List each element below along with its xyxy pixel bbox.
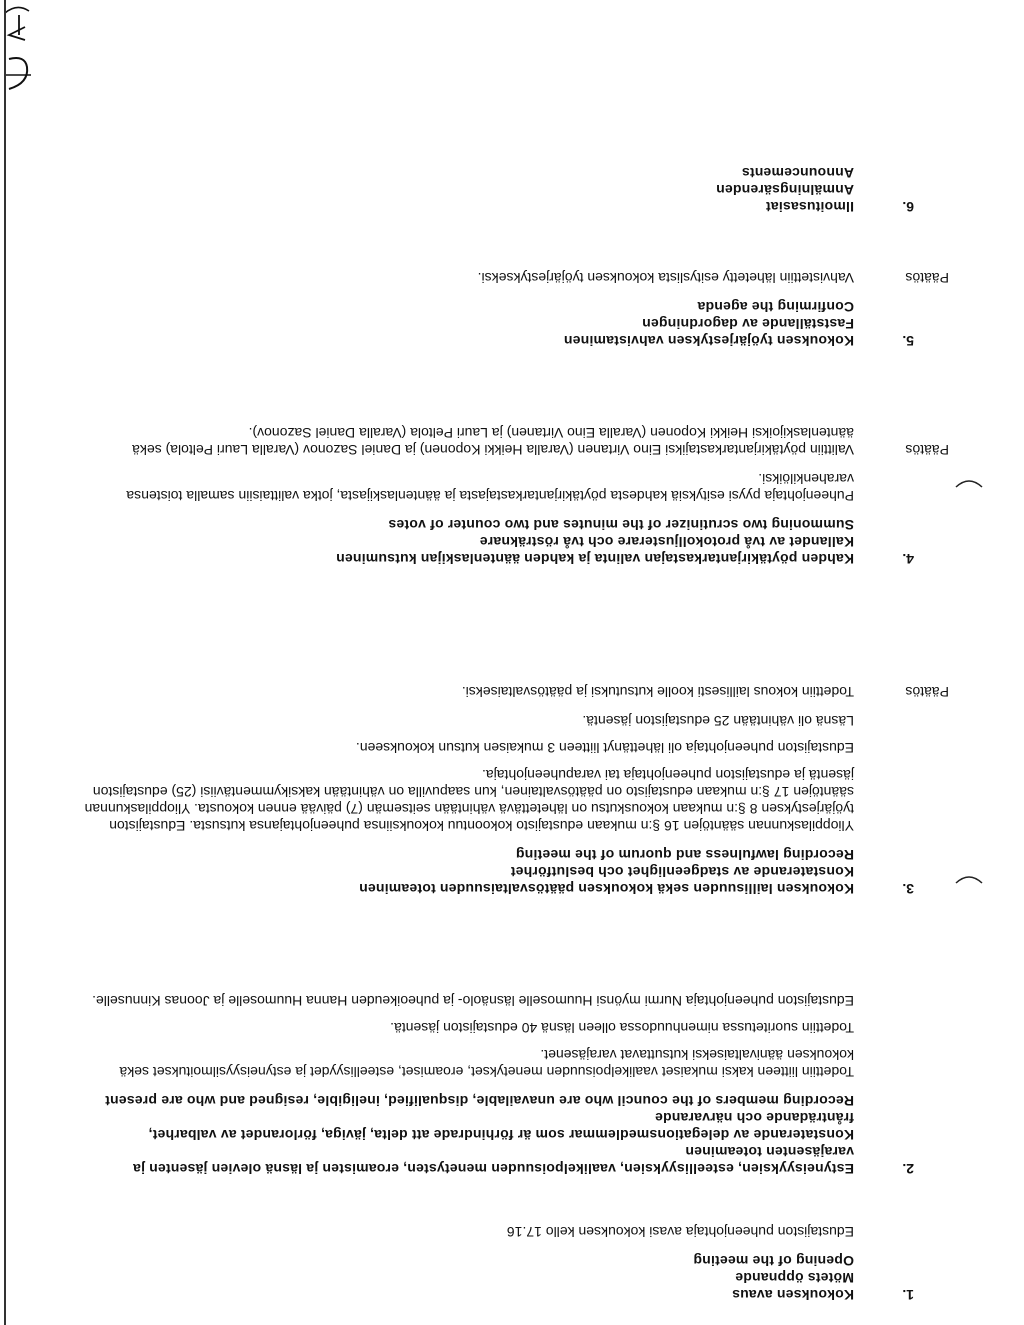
decision-label: Päätös — [905, 442, 949, 458]
section-paragraph: Ylioppilaskunnan sääntöjen 16 §:n mukaan edustajisto kokoontuu kokouksiinsa puheenjohtajansa kutsusta. Edustajiston työjärjestyksen 8 §:n mukaan kokouskutsu on lähetettävä vähintään seitsemän (7) päivää ennen kokousta. Ylioppilaskunnan sääntöjen 17 §:n mukaan edustajisto on päätösvaltainen, kun saapuvilla on vähintään kaksikymmentäviisi (25) edustajiston jäsentä ja edustajiston puheenjohtaja tai varapuheenjohtaja. — [84, 767, 854, 834]
section-title-sv: Kallandet av två protokolljusterare och två rösträknare — [479, 534, 854, 550]
section-title-sv: Anmälningsärenden — [716, 182, 854, 198]
binding-edge-line — [4, 0, 6, 1325]
decision-text: Valittiin pöytäkirjantarkastajiksi Eino Virtanen (Varalla Heikki Koponen) ja Daniel Sazonov (Varalla Lauri Peltola) sekä ääntenlaskijoiksi Heikki Koponen (Varalla Eino Virtanen) ja Lauri Peltola (Varalla Daniel Sazonov). — [132, 425, 854, 458]
section-title-fi: Kokouksen avaus — [731, 1287, 854, 1303]
section-body — [84, 269, 949, 349]
decision-row — [84, 424, 949, 458]
section-title-en: Summoning two scrutinizer of the minutes and two counter of votes — [388, 517, 854, 533]
section-paragraph: Puheenjohtaja pyysi esityksiä kahdesta pöytäkirjantarkastajasta ja ääntenlaskijasta, jotka valittaisiin samalla toistensa varahenkilöiksi. — [126, 471, 854, 504]
section-paragraph: Todettiin liitteen kaksi mukaiset vaalikelpoisuuden menetykset, eroamiset, esteellisyydet ja estyneisyysilmoitukset sekä kokouksen äänivaltaiseksi kutsuttavat varajäsenet. — [119, 1047, 854, 1080]
section-body — [84, 164, 854, 215]
section-title-fi: Kokouksen laillisuuden sekä kokouksen päätösvaltaisuuden toteaminen — [359, 881, 854, 897]
section-paragraph: Läsnä oli vähintään 25 edustajiston jäsentä. — [582, 713, 854, 729]
decision-row — [84, 683, 949, 700]
section-number: 6. — [902, 199, 914, 215]
decision-text: Vahvistettiin lähetetty esityslista kokouksen työjärjestykseksi. — [477, 270, 854, 286]
section-paragraph: Todettiin suoritetussa nimenhuudossa olleen läsnä 40 edustajiston jäsentä. — [390, 1020, 854, 1036]
section-title-sv: Konstaterande av delegationsmedlemmar som är förhindrade att delta, jäviga, förlorandet av valbarhet, frånträdande och närvarande — [148, 1110, 854, 1143]
decision-text: Todettiin kokous laillisesti koolle kutsutuksi ja päätösvaltaiseksi. — [461, 684, 854, 700]
decision-label: Päätös — [905, 270, 949, 286]
section-title-fi: Kokouksen työjärjestyksen vahvistaminen — [563, 333, 854, 349]
section-title-fi: Ilmoitusasiat — [765, 199, 854, 215]
section-title-sv: Konstaterande av stadgeenlighet och beslutförhet — [510, 864, 854, 880]
section-title-sv: Mötets öppnande — [735, 1270, 854, 1286]
section-paragraph: Edustajiston puheenjohtaja Nurmi myönsi Huumoselle läsnäolo- ja puheoikeuden Hanna Huumoselle ja Joonas Kinnuselle. — [92, 993, 854, 1009]
decision-label: Päätös — [905, 684, 949, 700]
margin-tick-mark — [954, 867, 984, 887]
margin-tick-mark — [954, 471, 984, 491]
section-number: 2. — [902, 1161, 914, 1177]
section-title-en: Recording lawfulness and quorum of the meeting — [515, 847, 854, 863]
section-body — [84, 1223, 854, 1303]
section-number: 3. — [902, 881, 914, 897]
section-body — [84, 992, 854, 1177]
decision-row — [84, 269, 949, 286]
section-title-en: Recording members of the council who are unavailable, disqualified, ineligible, resigned and who are present — [105, 1093, 854, 1109]
section-body — [84, 424, 949, 567]
section-number: 1. — [902, 1287, 914, 1303]
section-number: 4. — [902, 551, 914, 567]
section-title-fi: Kahden pöytäkirjantarkastajan valinta ja kahden ääntenlaskijan kutsuminen — [336, 551, 854, 567]
section-title-en: Confirming the agenda — [697, 299, 854, 315]
section-number: 5. — [902, 333, 914, 349]
section-title-en: Opening of the meeting — [693, 1253, 854, 1269]
section-paragraph: Edustajiston puheenjohtaja avasi kokouksen kello 17.16 — [506, 1224, 854, 1240]
section-title-fi: Estyneisyyksien, esteellisyyksien, vaalikelpoisuuden menetysten, eroamisten ja läsnä olevien jäsenten ja varajäsenten toteaminen — [132, 1144, 854, 1177]
section-body — [84, 683, 949, 897]
section-paragraph: Edustajiston puheenjohtaja oli lähettänyt liitteen 3 mukaisen kutsun kokoukseen. — [355, 740, 854, 756]
section-title-sv: Fastställande av dagordningen — [642, 316, 854, 332]
section-title-en: Announcements — [741, 165, 854, 181]
